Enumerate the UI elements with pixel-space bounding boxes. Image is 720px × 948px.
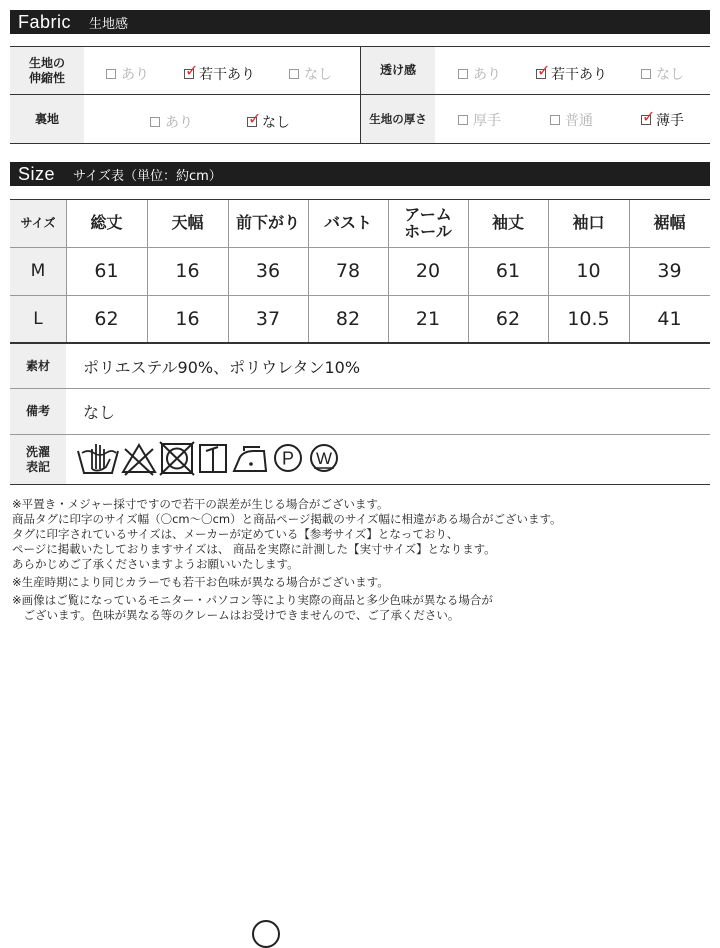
line-dry-icon: [196, 439, 230, 477]
sheerness-label: 透け感: [361, 47, 435, 94]
size-grid-hline: [10, 247, 710, 248]
size-grid-vline: [388, 200, 389, 342]
remarks-row: [10, 389, 710, 435]
size-grid-vline: [228, 200, 229, 342]
care-icons: [76, 439, 342, 477]
sheerness-option-yes: あり: [458, 64, 501, 84]
sheerness-option-slight: ✓ 若干あり: [537, 61, 607, 83]
size-value-cell: 16: [175, 307, 200, 330]
size-corner-label: サイズ: [20, 216, 56, 231]
note-line: 商品タグに印字のサイズ幅（〇cm〜〇cm）と商品ページ掲載のサイズ幅に相違がある場合がございます。: [12, 512, 562, 526]
info-table: [10, 343, 710, 485]
stretch-option-slight: ✓ 若干あり: [185, 61, 255, 83]
checkbox-icon: [550, 115, 560, 125]
checkbox-icon: [458, 69, 468, 79]
note-line: ※生産時期により同じカラーでも若干お色味が異なる場合がございます。: [12, 575, 389, 589]
size-column-header: 総丈: [90, 213, 123, 233]
size-grid-vline: [468, 200, 469, 342]
stretch-label: 生地の 伸縮性: [10, 47, 84, 94]
size-value-cell: 39: [657, 260, 682, 282]
fabric-title-jp: 生地感: [89, 16, 129, 32]
size-column-header: アーム ホール: [404, 204, 452, 241]
remarks-value: なし: [83, 403, 116, 422]
circle-icon: [252, 920, 280, 948]
size-column-header: 袖口: [572, 213, 605, 233]
size-column-header: 袖丈: [491, 213, 524, 233]
size-value-cell: 41: [657, 307, 682, 330]
size-value-cell: 82: [335, 307, 361, 330]
thickness-label: 生地の厚さ: [361, 95, 435, 143]
checkbox-checked-icon: ✓: [248, 109, 262, 128]
lining-label: 裏地: [10, 95, 84, 143]
fabric-title-en: Fabric: [18, 11, 72, 32]
size-row-label: L: [33, 308, 43, 329]
checkbox-icon: [641, 69, 651, 79]
size-value-cell: 61: [495, 260, 521, 282]
size-value-cell: 10: [576, 260, 601, 282]
stretch-option-yes: あり: [106, 64, 149, 84]
hand-wash-icon: [76, 439, 120, 477]
thickness-option-thick: 厚手: [458, 110, 501, 130]
size-row-label: M: [30, 261, 46, 281]
thickness-option-normal: 普通: [550, 110, 593, 130]
svg-text:W: W: [315, 449, 333, 468]
note-line: ございます。色味が異なる等のクレームはお受けできませんので、ご了承ください。: [12, 608, 460, 622]
size-table: [10, 199, 710, 343]
remarks-label: 備考: [10, 389, 66, 434]
fabric-header-bar: [10, 10, 710, 34]
checkbox-checked-icon: ✓: [537, 61, 551, 80]
svg-text:P: P: [281, 448, 295, 469]
notes-block: [12, 497, 712, 623]
size-column-header: 天幅: [171, 213, 204, 233]
lining-option-no: ✓ なし: [248, 109, 290, 131]
size-column-header: バスト: [323, 213, 372, 233]
size-header-bar: [10, 162, 710, 186]
care-row: [10, 435, 710, 484]
size-title-jp: サイズ表（単位：約cm）: [73, 168, 222, 184]
sheerness-option-no: なし: [641, 64, 684, 84]
size-value-cell: 16: [175, 260, 200, 282]
wet-clean-w-icon: [306, 439, 342, 477]
size-value-cell: 21: [415, 307, 441, 330]
care-label: 洗濯 表記: [10, 435, 66, 484]
fabric-table: [10, 46, 710, 144]
material-row: [10, 344, 710, 389]
checkbox-icon: [289, 69, 299, 79]
note-line: ページに掲載いたしておりますサイズは、 商品を実際に計測した【実寸サイズ】となります。: [12, 542, 496, 556]
checkbox-icon: [150, 117, 160, 127]
thickness-option-thin: ✓ 薄手: [642, 107, 684, 129]
size-value-cell: 20: [415, 260, 441, 282]
dry-clean-p-icon: [270, 439, 306, 477]
size-grid-vline: [147, 200, 148, 342]
size-grid-hline: [10, 295, 710, 296]
size-value-cell: 37: [255, 307, 281, 330]
note-line: あらかじめご了承くださいますようお願いいたします。: [12, 557, 299, 571]
size-value-cell: 62: [495, 307, 521, 330]
note-line: タグに印字されているサイズは、メーカーが定めている【参考サイズ】となっており、: [12, 527, 459, 541]
size-grid-vline: [66, 200, 67, 342]
size-column-header: 前下がり: [235, 213, 300, 233]
no-bleach-icon: [120, 439, 158, 477]
size-value-cell: 78: [335, 260, 361, 282]
fabric-divider: [360, 47, 361, 143]
lining-option-yes: あり: [150, 112, 193, 132]
no-tumble-dry-icon: [158, 439, 196, 477]
size-grid-vline: [308, 200, 309, 342]
note-line: ※画像はご覧になっているモニター・パソコン等により実際の商品と多少色味が異なる場合が: [12, 593, 493, 607]
note-line: ※平置き・メジャー採寸ですので若干の誤差が生じる場合がございます。: [12, 497, 389, 511]
size-column-header: 裾幅: [653, 213, 686, 233]
size-grid-vline: [629, 200, 630, 342]
size-grid-vline: [548, 200, 549, 342]
size-title-en: Size: [18, 163, 56, 184]
size-value-cell: 36: [255, 260, 281, 282]
material-label: 素材: [10, 344, 66, 388]
size-value-cell: 62: [94, 307, 119, 330]
checkbox-checked-icon: ✓: [642, 107, 656, 126]
checkbox-icon: [106, 69, 116, 79]
checkbox-checked-icon: ✓: [185, 61, 199, 80]
checkbox-icon: [458, 115, 468, 125]
stretch-option-no: なし: [289, 64, 332, 84]
size-value-cell: 61: [94, 260, 119, 282]
iron-low-icon: [230, 439, 270, 477]
size-value-cell: 10.5: [567, 307, 610, 330]
material-value: ポリエステル90%、ポリウレタン10%: [83, 357, 361, 377]
